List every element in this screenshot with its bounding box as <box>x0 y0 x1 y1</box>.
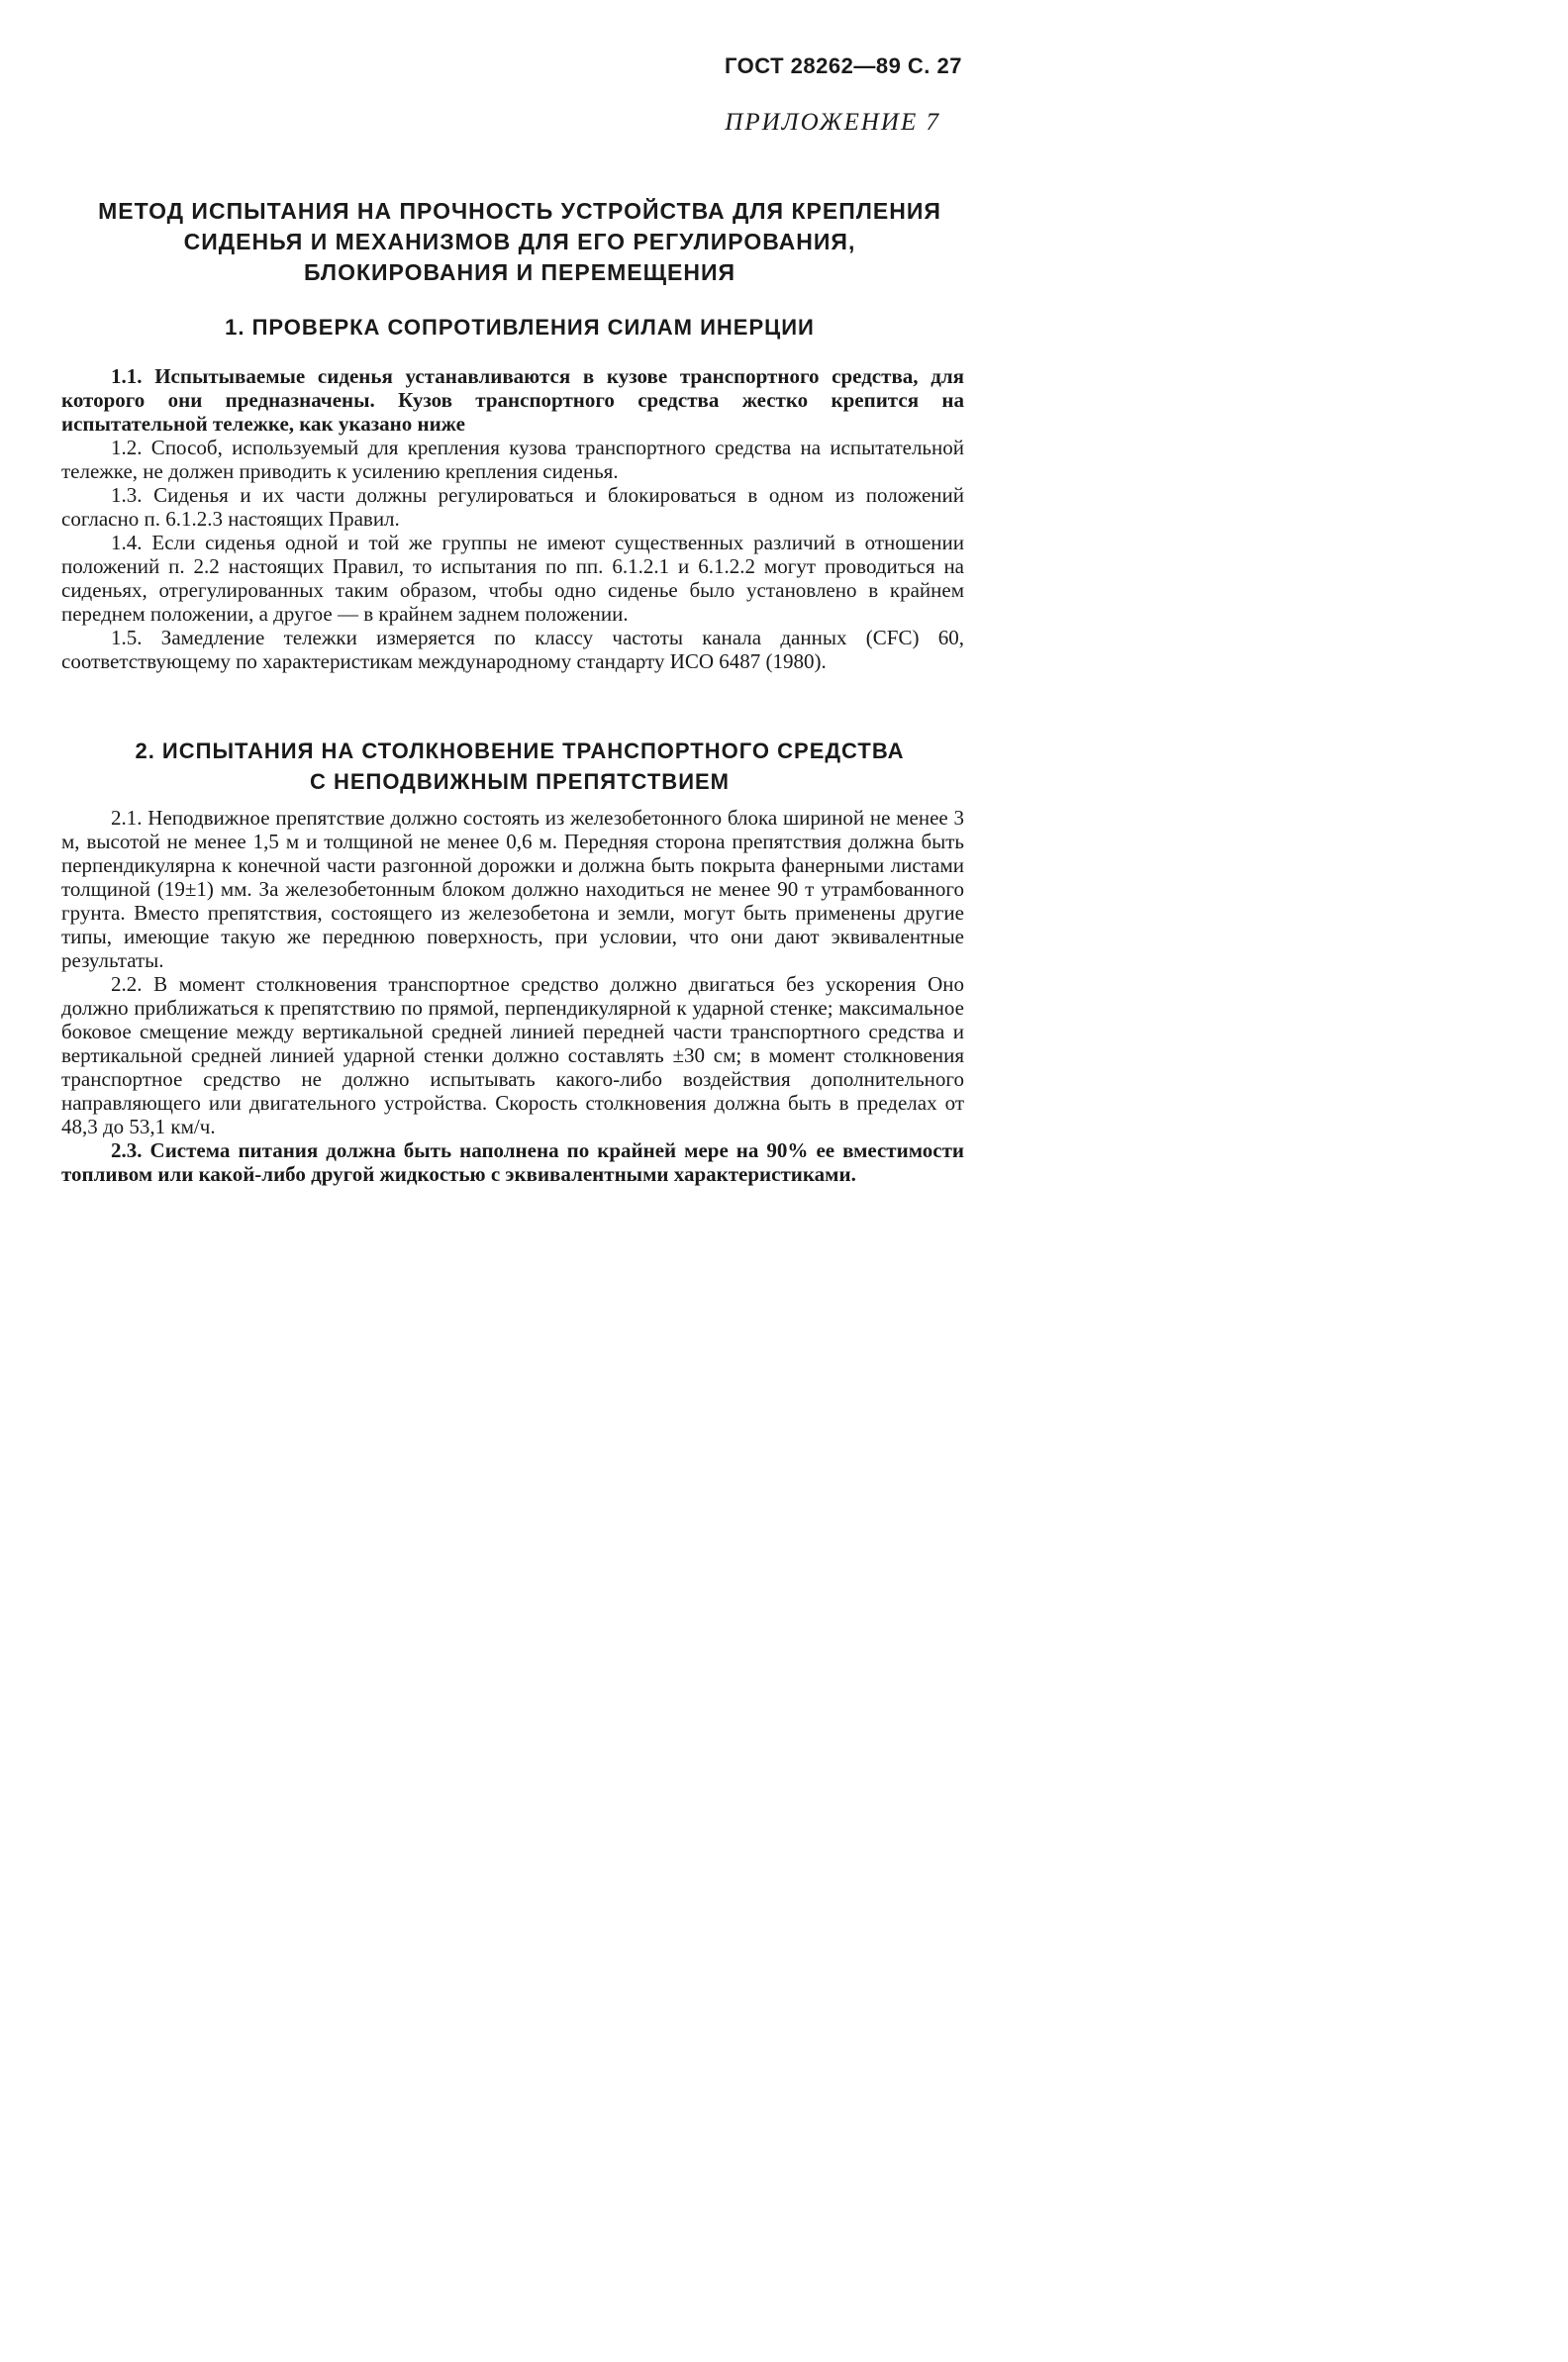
paragraph-1-1: 1.1. Испытываемые сиденья устанавливаются в кузове транспортного средства, для которого они предназначены. Кузов транспортного средства жестко крепится на испытательной тележке, как указано ниже <box>61 364 964 436</box>
section-2-body <box>61 806 964 1186</box>
section-2-title-line-2: С НЕПОДВИЖНЫМ ПРЕПЯТСТВИЕМ <box>309 769 731 794</box>
document-title <box>59 196 980 288</box>
paragraph-1-4: 1.4. Если сиденья одной и той же группы не имеют существенных различий в отношении положений п. 2.2 настоящих Правил, то испытания по пп. 6.1.2.1 и 6.1.2.2 могут проводиться на сиденьях, отрегулированных таким образом, чтобы одно сиденье было установлено в крайнем переднем положении, а другое — в крайнем заднем положении. <box>61 531 964 626</box>
document-page <box>0 0 1031 1552</box>
document-title-line-1: МЕТОД ИСПЫТАНИЯ НА ПРОЧНОСТЬ УСТРОЙСТВА ДЛЯ КРЕПЛЕНИЯ <box>98 198 941 224</box>
paragraph-2-3: 2.3. Система питания должна быть наполнена по крайней мере на 90% ее вместимости топливом или какой-либо другой жидкостью с эквивалентными характеристиками. <box>61 1138 964 1186</box>
section-2-title <box>59 736 980 797</box>
standard-reference: ГОСТ 28262—89 С. 27 <box>724 53 962 78</box>
paragraph-2-1: 2.1. Неподвижное препятствие должно состоять из железобетонного блока шириной не менее 3 м, высотой не менее 1,5 м и толщиной не менее 0,6 м. Передняя сторона препятствия должна быть перпендикулярна к конечной части разгонной дорожки и должна быть покрыта фанерными листами толщиной (19±1) мм. За железобетонным блоком должно находиться не менее 90 т утрамбованного грунта. Вместо препятствия, состоящего из железобетона и земли, могут быть применены другие типы, имеющие такую же переднюю поверхность, при условии, что они дают эквивалентные результаты. <box>61 806 964 972</box>
paragraph-2-2: 2.2. В момент столкновения транспортное средство должно двигаться без ускорения Оно должно приближаться к препятствию по прямой, перпендикулярной к ударной стенке; максимальное боковое смещение между вертикальной средней линией передней части транспортного средства и вертикальной средней линией ударной стенки должно составлять ±30 см; в момент столкновения транспортное средство не должно испытывать какого-либо воздействия дополнительного направляющего или двигательного устройства. Скорость столкновения должна быть в пределах от 48,3 до 53,1 км/ч. <box>61 972 964 1138</box>
paragraph-1-2: 1.2. Способ, используемый для крепления кузова транспортного средства на испытательной тележке, не должен приводить к усилению крепления сиденья. <box>61 436 964 483</box>
section-1-title: 1. ПРОВЕРКА СОПРОТИВЛЕНИЯ СИЛАМ ИНЕРЦИИ <box>225 315 815 340</box>
paragraph-1-3: 1.3. Сиденья и их части должны регулироваться и блокироваться в одном из положений согласно п. 6.1.2.3 настоящих Правил. <box>61 483 964 531</box>
document-title-line-3: БЛОКИРОВАНИЯ И ПЕРЕМЕЩЕНИЯ <box>303 259 736 285</box>
paragraph-1-5: 1.5. Замедление тележки измеряется по классу частоты канала данных (CFC) 60, соответствующему по характеристикам международному стандарту ИСО 6487 (1980). <box>61 626 964 673</box>
section-2-title-line-1: 2. ИСПЫТАНИЯ НА СТОЛКНОВЕНИЕ ТРАНСПОРТНОГО СРЕДСТВА <box>135 738 905 763</box>
appendix-label: ПРИЛОЖЕНИЕ 7 <box>725 109 940 136</box>
document-title-line-2: СИДЕНЬЯ И МЕХАНИЗМОВ ДЛЯ ЕГО РЕГУЛИРОВАНИЯ, <box>183 229 856 254</box>
section-1-body <box>61 364 964 673</box>
